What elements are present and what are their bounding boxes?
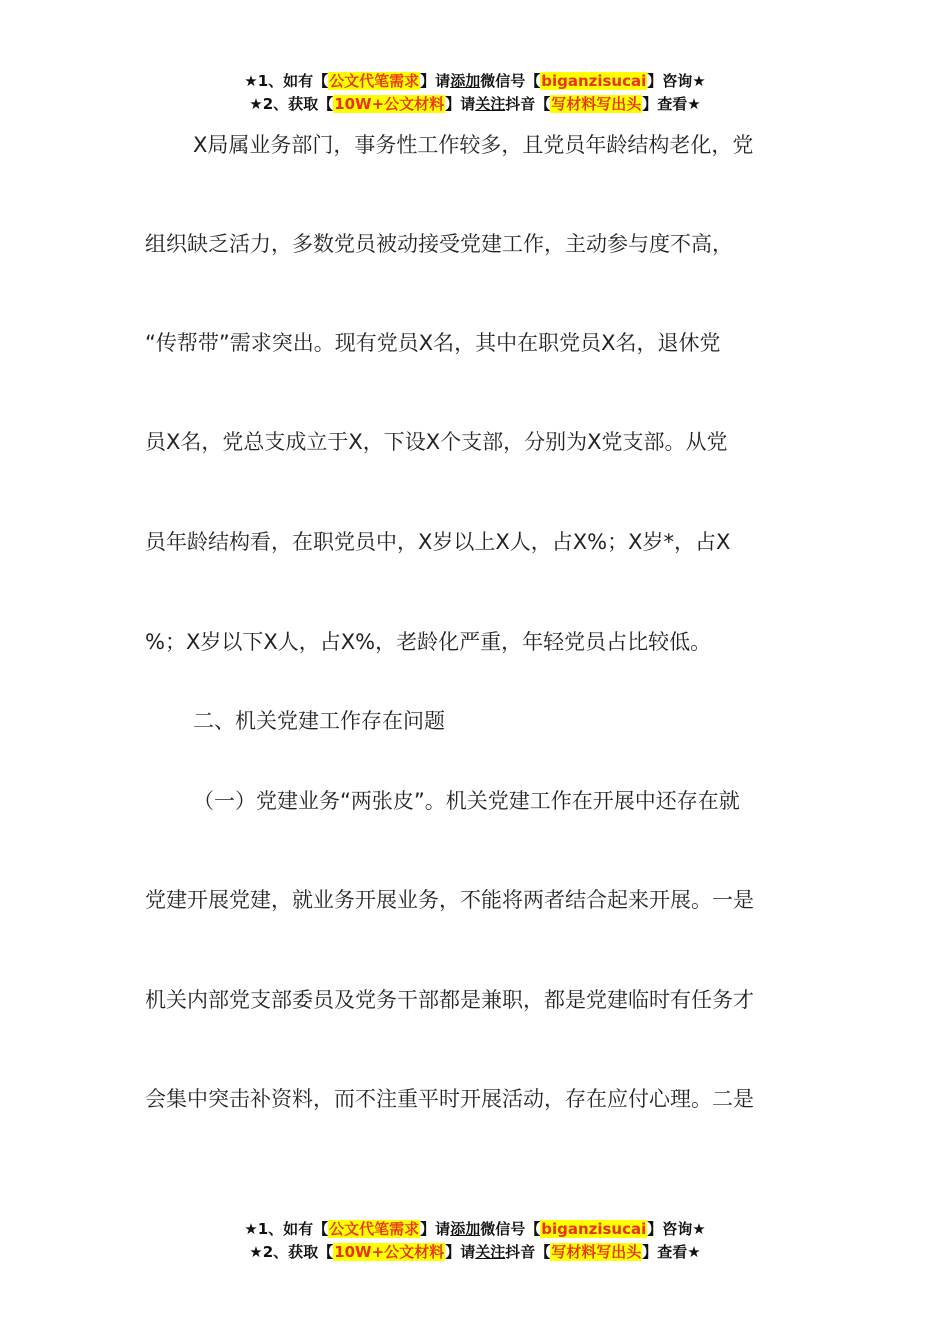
body-line: 员年龄结构看，在职党员中，X岁以上X人，占X%；X岁*，占X [145,530,731,554]
subsection-heading-line: （一）党建业务“两张皮”。机关党建工作在开展中还存在就 [193,789,740,813]
highlight-service: 公文代笔需求 [329,72,420,90]
header-banner [0,70,950,116]
highlight-douyin: 写材料写出头 [551,1243,642,1261]
highlight-douyin: 写材料写出头 [551,95,642,113]
body-line: 组织缺乏活力，多数党员被动接受党建工作，主动参与度不高， [145,232,733,256]
banner-line-1: ★1、如有【公文代笔需求】请添加微信号【biganzisucai】咨询★ [244,72,706,90]
body-line: %；X岁以下X人，占X%，老龄化严重，年轻党员占比较低。 [145,630,712,654]
highlight-wechat-id: biganzisucai [541,1220,647,1238]
body-line: 党建开展党建，就业务开展业务，不能将两者结合起来开展。一是 [145,888,754,912]
body-line: 会集中突击补资料，而不注重平时开展活动，存在应付心理。二是 [145,1087,754,1111]
body-line: “传帮带”需求突出。现有党员X名，其中在职党员X名，退休党 [145,331,721,355]
banner-line-1: ★1、如有【公文代笔需求】请添加微信号【biganzisucai】咨询★ [244,1220,706,1238]
section-heading: 二、机关党建工作存在问题 [193,709,445,733]
body-line: 员X名，党总支成立于X，下设X个支部，分别为X党支部。从党 [145,430,728,454]
highlight-wechat-id: biganzisucai [541,72,647,90]
footer-banner [0,1218,950,1264]
highlight-service: 公文代笔需求 [329,1220,420,1238]
banner-line-2: ★2、获取【10W+公文材料】请关注抖音【写材料写出头】查看★ [249,95,701,113]
highlight-materials: 10W+公文材料 [334,95,445,113]
body-line: X局属业务部门，事务性工作较多，且党员年龄结构老化，党 [193,133,754,157]
banner-line-2: ★2、获取【10W+公文材料】请关注抖音【写材料写出头】查看★ [249,1243,701,1261]
highlight-materials: 10W+公文材料 [334,1243,445,1261]
body-line: 机关内部党支部委员及党务干部都是兼职，都是党建临时有任务才 [145,988,754,1012]
